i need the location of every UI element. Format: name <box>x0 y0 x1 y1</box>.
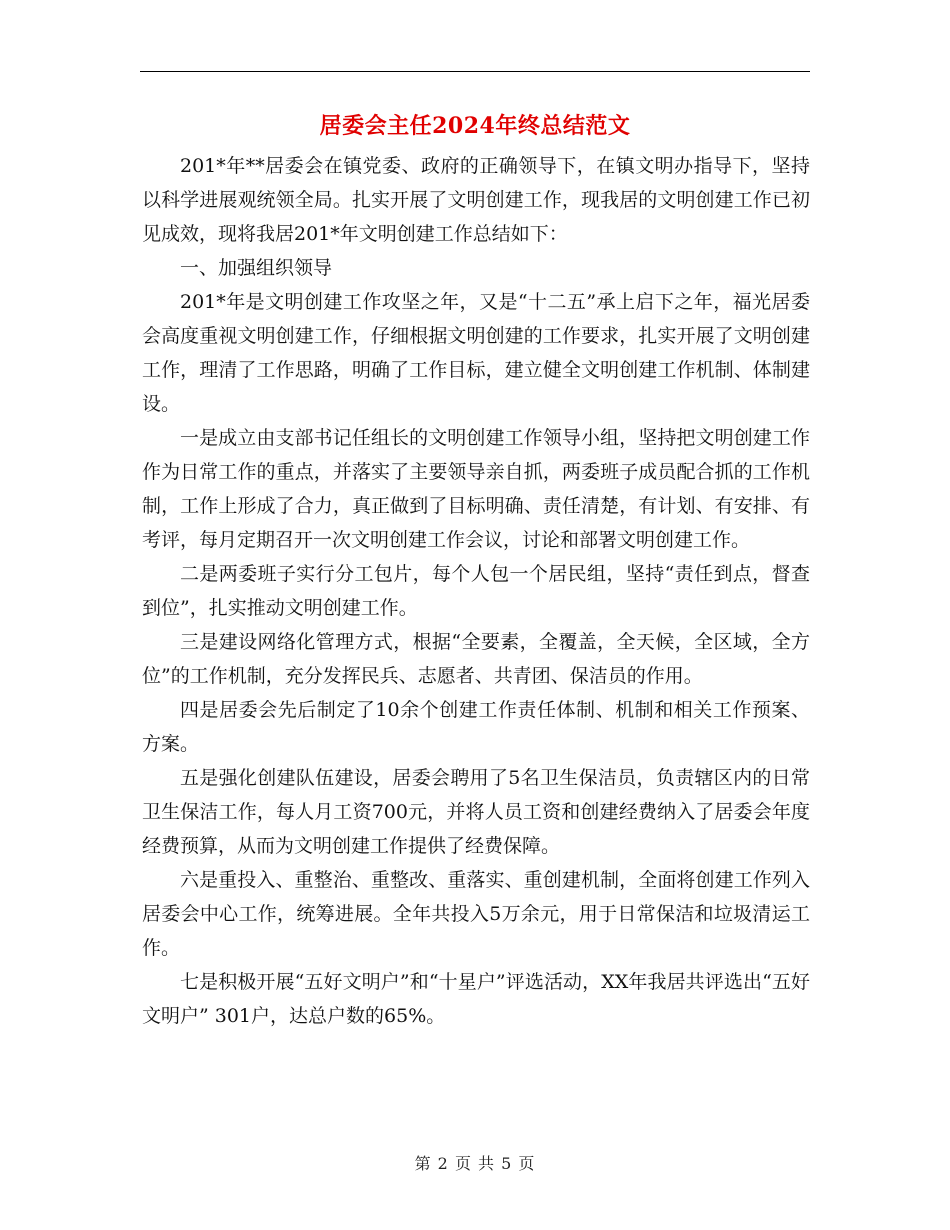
section-heading: 一、加强组织领导 <box>180 257 333 279</box>
body-paragraph: 二是两委班子实行分工包片，每个人包一个居民组，坚持“责任到点，督查到位”，扎实推动文明创建工作。 <box>142 563 810 619</box>
body-paragraph: 三是建设网络化管理方式，根据“全要素，全覆盖，全天候，全区域，全方位”的工作机制，充分发挥民兵、志愿者、共青团、保洁员的作用。 <box>142 631 810 687</box>
intro-paragraph: 201*年**居委会在镇党委、政府的正确领导下，在镇文明办指导下，坚持以科学进展观统领全局。扎实开展了文明创建工作，现我居的文明创建工作已初见成效，现将我居201*年文明创建工作总结如下： <box>142 155 810 245</box>
body-paragraph: 五是强化创建队伍建设，居委会聘用了5名卫生保洁员，负责辖区内的日常卫生保洁工作，每人月工资700元，并将人员工资和创建经费纳入了居委会年度经费预算，从而为文明创建工作提供了经费保障。 <box>142 767 810 857</box>
document-title: 居委会主任2024年终总结范文 <box>319 113 631 139</box>
body-paragraph: 一是成立由支部书记任组长的文明创建工作领导小组，坚持把文明创建工作作为日常工作的重点，并落实了主要领导亲自抓，两委班子成员配合抓的工作机制，工作上形成了合力，真正做到了目标明确、责任清楚，有计划、有安排、有考评，每月定期召开一次文明创建工作会议，讨论和部署文明创建工作。 <box>142 427 810 551</box>
body-paragraph: 201*年是文明创建工作攻坚之年，又是“十二五”承上启下之年，福光居委会高度重视文明创建工作，仔细根据文明创建的工作要求，扎实开展了文明创建工作，理清了工作思路，明确了工作目标，建立健全文明创建工作机制、体制建设。 <box>142 291 810 415</box>
document-body <box>142 149 810 1033</box>
body-paragraph: 七是积极开展“五好文明户”和“十星户”评选活动，XX年我居共评选出“五好文明户” 301户，达总户数的65%。 <box>142 971 810 1027</box>
body-paragraph: 四是居委会先后制定了10余个创建工作责任体制、机制和相关工作预案、方案。 <box>142 699 810 755</box>
page-number-footer: 第 2 页 共 5 页 <box>414 1154 536 1173</box>
header-rule <box>140 71 810 72</box>
body-paragraph: 六是重投入、重整治、重整改、重落实、重创建机制，全面将创建工作列入居委会中心工作，统筹进展。全年共投入5万余元，用于日常保洁和垃圾清运工作。 <box>142 869 810 959</box>
